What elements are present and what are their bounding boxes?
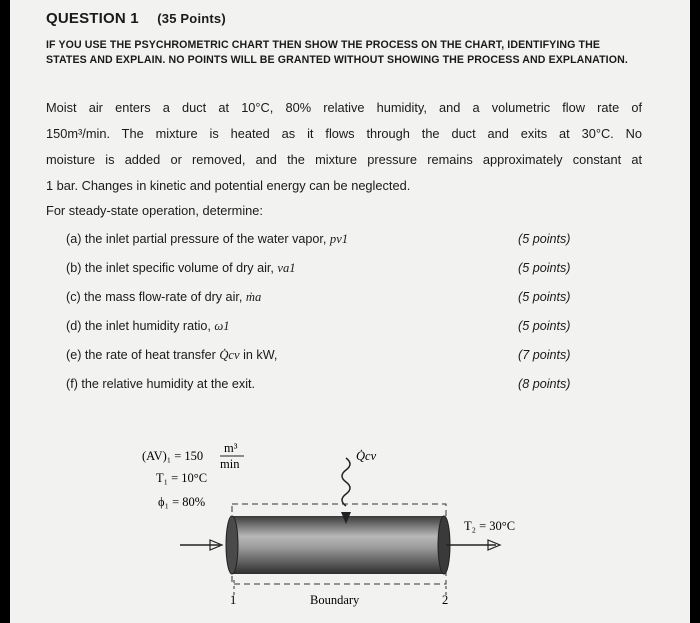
- question-title: [46, 10, 226, 27]
- outlet-temperature-label: T₂ = 30°C: [464, 519, 516, 533]
- statement-line: 1 bar. Changes in kinetic and potential energy can be neglected.: [46, 178, 411, 193]
- heat-rate-label: Q̇cv: [356, 449, 377, 463]
- part-label: (f) the relative humidity at the exit.: [66, 377, 255, 391]
- part-points: (5 points): [518, 261, 571, 275]
- determine-heading: For steady-state operation, determine:: [46, 203, 263, 218]
- part-f: [66, 377, 586, 406]
- part-points: (5 points): [518, 290, 571, 304]
- volumetric-flow-label: (AV)₁ = 150: [142, 449, 204, 463]
- statement-line: moisture is added or removed, and the mixture pressure remains approximately constant at: [46, 152, 642, 167]
- volumetric-flow-unit-den: min: [220, 457, 240, 471]
- part-c: [66, 290, 586, 319]
- part-points: (8 points): [518, 377, 571, 391]
- part-points: (5 points): [518, 232, 571, 246]
- part-symbol: ω1: [214, 319, 230, 333]
- inlet-humidity-label: ϕ₁ = 80%: [158, 495, 206, 509]
- part-points: (5 points): [518, 319, 571, 333]
- part-e: [66, 348, 586, 377]
- part-symbol: Q̇cv: [219, 348, 240, 362]
- part-points: (7 points): [518, 348, 571, 362]
- question-number: QUESTION 1: [46, 10, 139, 27]
- state-2-label: 2: [442, 593, 449, 607]
- part-symbol: va1: [277, 261, 296, 275]
- volumetric-flow-unit-num: m³: [224, 441, 238, 455]
- instructions: IF YOU USE THE PSYCHROMETRIC CHART THEN SHOW THE PROCESS ON THE CHART, IDENTIFYING THE STATES AND EXPLAIN. NO POINTS WILL BE GRANTED WITHOUT SHOWING THE PROCESS AND EXPLANATION.: [46, 39, 628, 66]
- part-suffix: in kW,: [243, 348, 278, 362]
- duct-inlet-end: [226, 516, 238, 574]
- boundary-label: Boundary: [310, 593, 360, 607]
- question-points: (35 Points): [157, 11, 226, 26]
- statement-line: Moist air enters a duct at 10°C, 80% relative humidity, and a volumetric flow rate of: [46, 100, 642, 115]
- part-label: (b) the inlet specific volume of dry air,: [66, 261, 274, 275]
- part-symbol: pv1: [329, 232, 349, 246]
- part-label: (a) the inlet partial pressure of the water vapor,: [66, 232, 327, 246]
- part-a: [66, 232, 586, 261]
- problem-statement: [46, 95, 642, 199]
- parts-list: [66, 232, 586, 406]
- question-sheet: [10, 0, 690, 623]
- duct-diagram: [10, 430, 690, 623]
- part-symbol: ṁa: [245, 290, 262, 304]
- part-b: [66, 261, 586, 290]
- part-d: [66, 319, 586, 348]
- statement-line: 150m³/min. The mixture is heated as it flows through the duct and exits at 30°C. No: [46, 126, 642, 141]
- part-label: (c) the mass flow-rate of dry air,: [66, 290, 243, 304]
- part-label: (e) the rate of heat transfer: [66, 348, 216, 362]
- state-1-label: 1: [230, 593, 237, 607]
- duct-body: [232, 516, 444, 574]
- part-label: (d) the inlet humidity ratio,: [66, 319, 211, 333]
- heat-transfer-arrow: [342, 458, 350, 506]
- inlet-temperature-label: T₁ = 10°C: [156, 471, 208, 485]
